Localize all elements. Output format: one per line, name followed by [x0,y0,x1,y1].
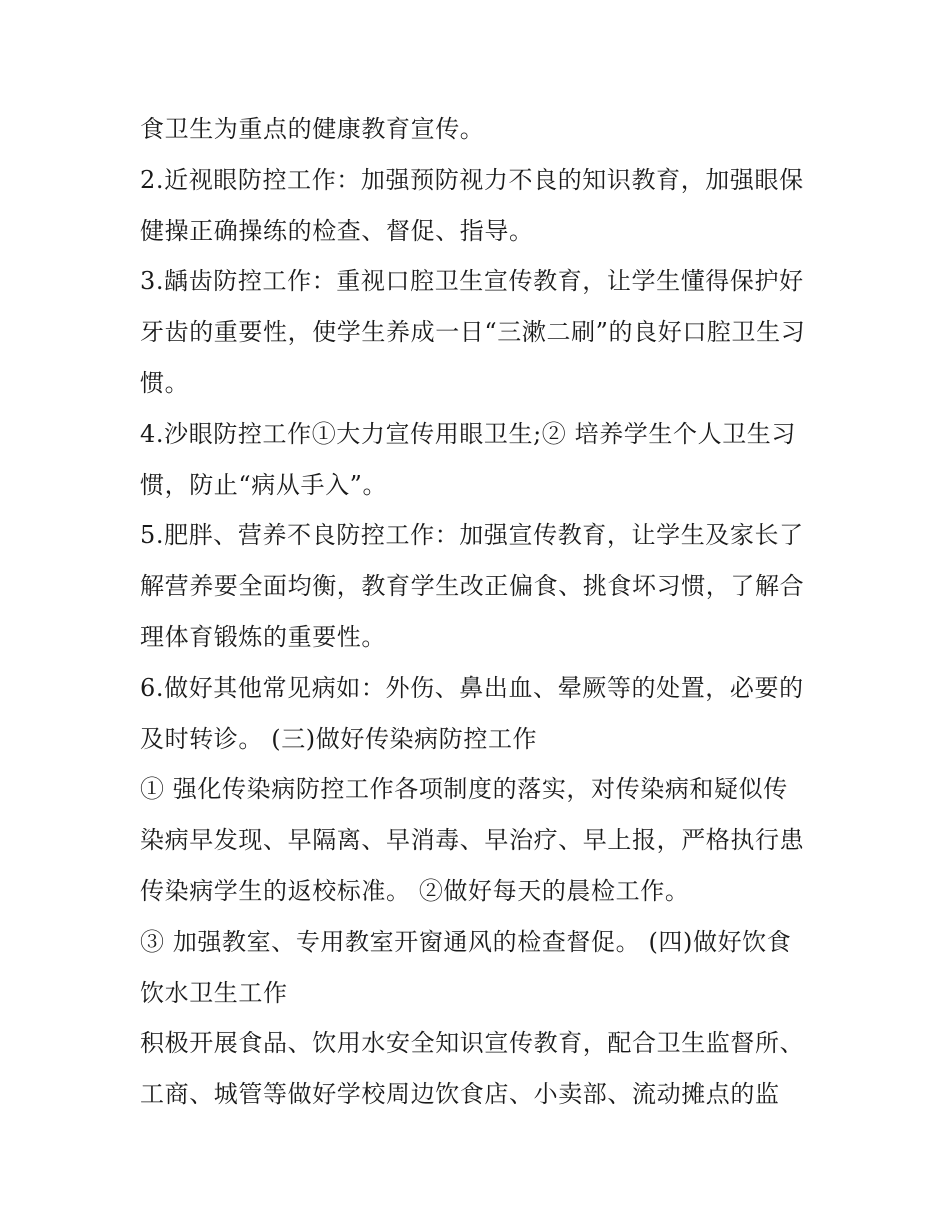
text-line: 理体育锻炼的重要性。 [140,622,386,651]
text-line: 3.龋齿防控工作：重视口腔卫生宣传教育，让学生懂得保护好 [140,267,804,296]
text-line: 染病早发现、早隔离、早消毒、早治疗、早上报，严格执行患 [140,826,805,855]
text-line: ① 强化传染病防控工作各项制度的落实，对传染病和疑似传 [140,775,788,804]
text-line: 及时转诊。 (三)做好传染病防控工作 [140,724,538,753]
text-line: ③ 加强教室、专用教室开窗通风的检查督促。 (四)做好饮食 [140,927,792,956]
text-line: 健操正确操练的检查、督促、指导。 [140,216,534,245]
document-body [140,104,820,1120]
text-line: 食卫生为重点的健康教育宣传。 [140,115,485,143]
text-line: 工商、城管等做好学校周边饮食店、小卖部、流动摊点的监 [140,1080,780,1109]
text-line: 4.沙眼防控工作①大力宣传用眼卫生;② 培养学生个人卫生习 [140,419,797,448]
text-line: 饮水卫生工作 [140,978,288,1007]
text-line: 惯，防止“病从手入”。 [140,470,388,499]
text-line: 6.做好其他常见病如：外伤、鼻出血、晕厥等的处置，必要的 [140,673,804,702]
text-line: 传染病学生的返校标准。 ②做好每天的晨检工作。 [140,876,690,905]
text-line: 5.肥胖、营养不良防控工作：加强宣传教育，让学生及家长了 [140,521,804,550]
text-line: 惯。 [140,368,190,397]
text-line: 解营养要全面均衡，教育学生改正偏食、挑食坏习惯，了解合 [140,572,805,601]
text-line: 牙齿的重要性，使学生养成一日“三漱二刷”的良好口腔卫生习 [140,318,806,347]
text-line: 2.近视眼防控工作：加强预防视力不良的知识教育，加强眼保 [140,165,804,194]
text-line: 积极开展食品、饮用水安全知识宣传教育，配合卫生监督所、 [140,1029,805,1058]
